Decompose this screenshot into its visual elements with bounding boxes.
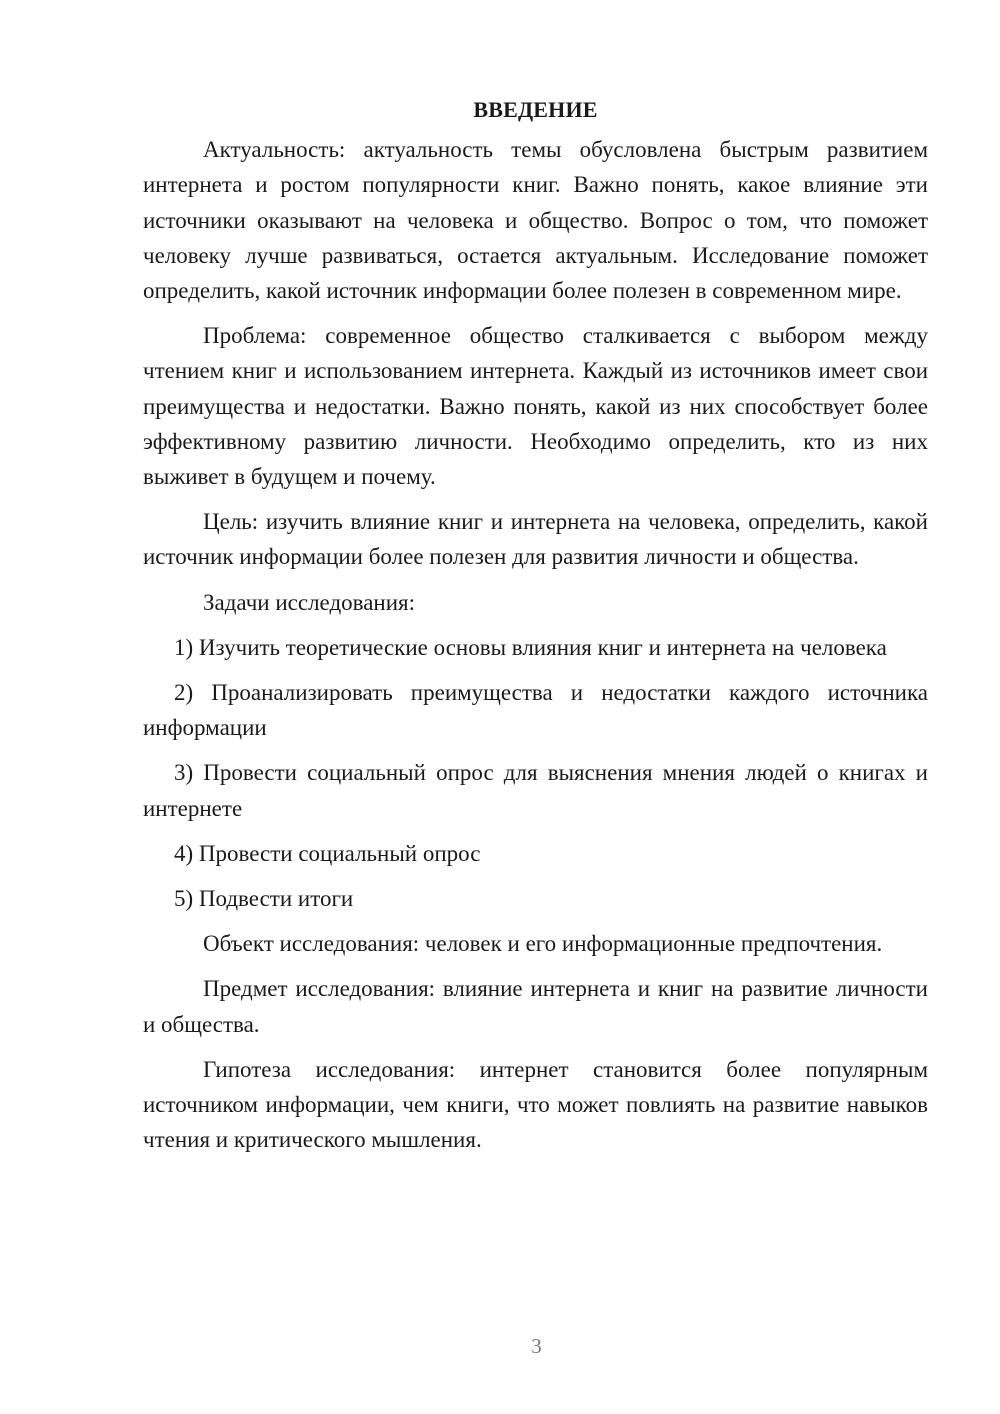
page-number: 3 [531,1334,542,1358]
page-content [143,92,928,1157]
goal-paragraph: Цель: изучить влияние книг и интернета на человека, определить, какой источник информации более полезен для развития личности и общества. [143,509,928,570]
page-title: ВВЕДЕНИЕ [473,97,598,122]
tasks-list [143,630,928,916]
task-item-4: 4) Провести социальный опрос [174,840,481,866]
task-item-2: 2) Проанализировать преимущества и недостатки каждого источника информации [143,680,928,741]
hypothesis-paragraph: Гипотеза исследования: интернет становится более популярным источником информации, чем книги, что может повлиять на развитие навыков чтения и критического мышления. [143,1056,928,1153]
subject-paragraph: Предмет исследования: влияние интернета и книг на развитие личности и общества. [143,976,928,1037]
task-item-1: 1) Изучить теоретические основы влияния книг и интернета на человека [174,634,887,660]
task-item-5: 5) Подвести итоги [174,886,354,912]
object-paragraph: Объект исследования: человек и его информационные предпочтения. [203,931,883,957]
tasks-heading: Задачи исследования: [203,589,416,615]
task-item-3: 3) Провести социальный опрос для выяснения мнения людей о книгах и интернете [143,760,928,821]
problem-paragraph: Проблема: современное общество сталкивается с выбором между чтением книг и использованием интернета. Каждый из источников имеет свои преимущества и недостатки. Важно понять, какой из них способствует более эффективному развитию личности. Необходимо определить, кто из них выживет в будущем и почему. [143,323,928,490]
relevance-paragraph: Актуальность: актуальность темы обусловлена быстрым развитием интернета и ростом популярности книг. Важно понять, какое влияние эти источники оказывают на человека и общество. Вопрос о том, что поможет человеку лучше развиваться, остается актуальным. Исследование поможет определить, какой источник информации более полезен в современном мире. [143,137,928,304]
